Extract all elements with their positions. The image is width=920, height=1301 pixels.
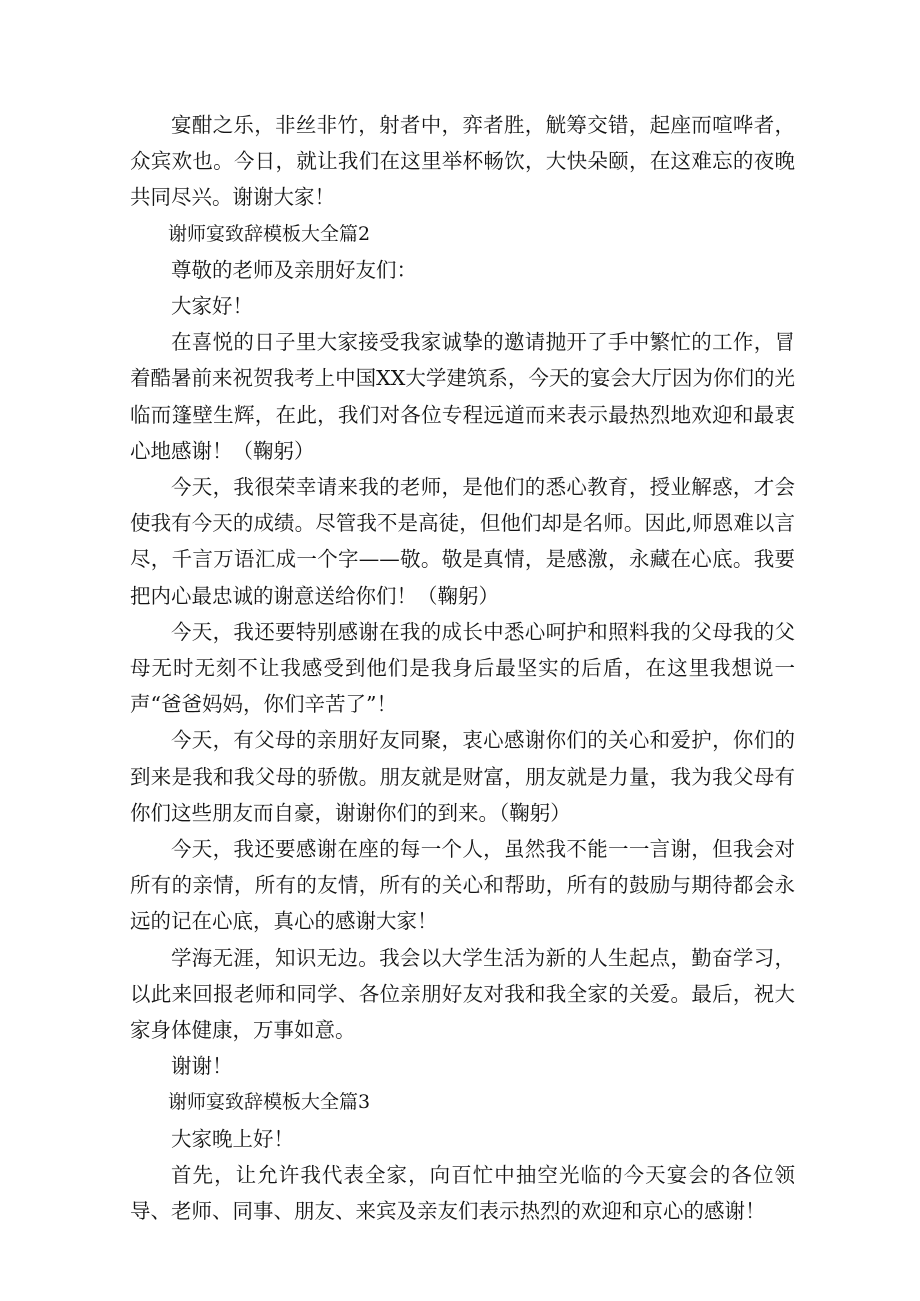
paragraph: 学海无涯，知识无边。我会以大学生活为新的人生起点，勤奋学习，以此来回报老师和同学、各位亲朋好友对我和我全家的关爱。最后，祝大家身体健康，万事如意。 — [130, 945, 795, 1043]
paragraph: 首先，让允许我代表全家，向百忙中抽空光临的今天宴会的各位领导、老师、同事、朋友、来宾及亲友们表示热烈的欢迎和京心的感谢！ — [130, 1162, 795, 1224]
paragraph: 今天，我还要特别感谢在我的成长中悉心呵护和照料我的父母我的父母无时无刻不让我感受到他们是我身后最坚实的后盾，在这里我想说一声“爸爸妈妈，你们辛苦了”！ — [130, 619, 795, 717]
greeting: 大家晚上好！ — [171, 1126, 294, 1151]
paragraph: 在喜悦的日子里大家接受我家诚挚的邀请抛开了手中繁忙的工作，冒着酷暑前来祝贺我考上中国XX大学建筑系，今天的宴会大厅因为你们的光临而篷壁生辉，在此，我们对各位专程远道而来表示最热烈地欢迎和最衷心地感谢！（鞠躬） — [130, 330, 795, 463]
paragraph: 宴酣之乐，非丝非竹，射者中，弈者胜，觥筹交错，起座而喧哗者，众宾欢也。今日，就让我们在这里举杯畅饮，大快朵颐，在这难忘的夜晚共同尽兴。谢谢大家！ — [130, 113, 795, 210]
section-heading-2: 谢师宴致辞模板大全篇2 — [168, 222, 371, 245]
greeting: 大家好！ — [171, 294, 253, 319]
paragraph: 今天，我还要感谢在座的每一个人，虽然我不能一一言谢，但我会对所有的亲情，所有的友情，所有的关心和帮助，所有的鼓励与期待都会永远的记在心底，真心的感谢大家！ — [130, 837, 795, 934]
document-body — [130, 107, 795, 1229]
paragraph: 今天，有父母的亲朋好友同聚，衷心感谢你们的关心和爱护，你们的到来是我和我父母的骄傲。朋友就是财富，朋友就是力量，我为我父母有你们这些朋友而自豪，谢谢你们的到来。（鞠躬） — [130, 728, 795, 825]
paragraph: 今天，我很荣幸请来我的老师，是他们的悉心教育，授业解惑，才会使我有今天的成绩。尽管我不是高徒，但他们却是名师。因此,师恩难以言尽，千言万语汇成一个字——敬。敬是真情，是感激，永藏在心底。我要把内心最忠诚的谢意送给你们！（鞠躬） — [130, 475, 795, 608]
salutation: 尊敬的老师及亲朋好友们： — [171, 257, 417, 282]
section-heading-3: 谢师宴致辞模板大全篇3 — [168, 1091, 371, 1114]
closing-thanks: 谢谢！ — [171, 1054, 233, 1079]
